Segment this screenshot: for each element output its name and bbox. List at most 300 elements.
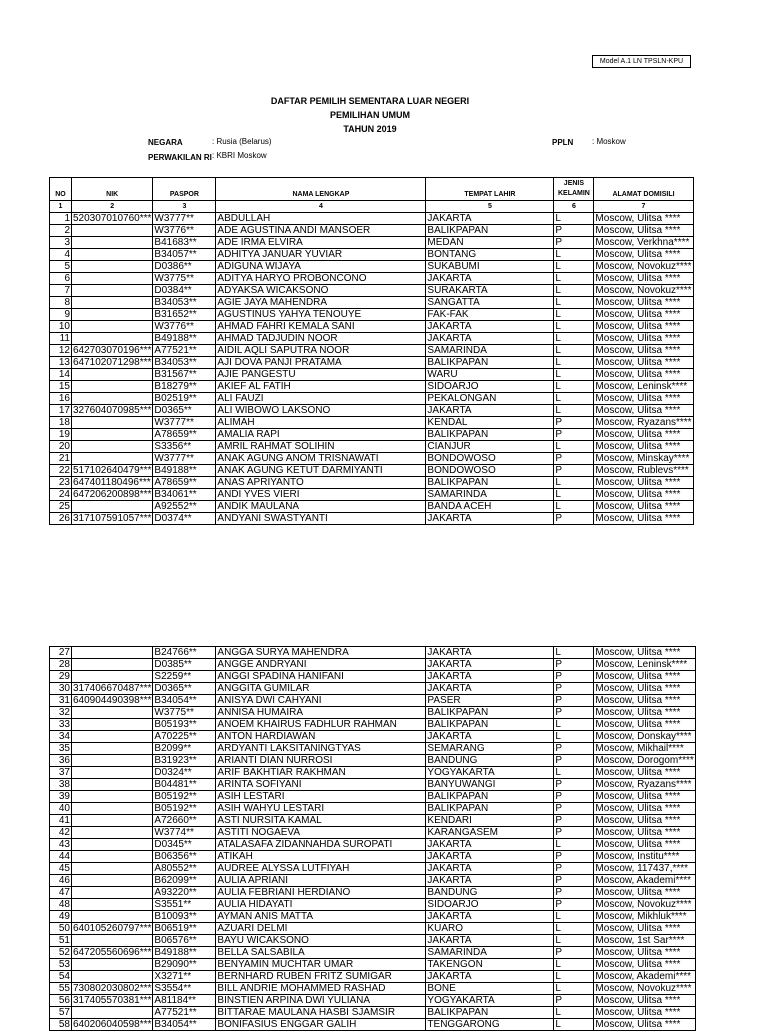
row-tempat-lahir: BANDUNG [426, 887, 554, 899]
row-no: 51 [50, 935, 72, 947]
row-paspor: B62099** [153, 875, 216, 887]
row-no: 41 [50, 815, 72, 827]
row-alamat: Moscow, Minskay**** [594, 453, 693, 465]
row-nik [72, 743, 153, 755]
row-nik [72, 803, 153, 815]
ppln-value: : Moskow [592, 137, 626, 146]
row-tempat-lahir: SIDOARJO [426, 899, 554, 911]
row-paspor: B18279** [153, 381, 216, 393]
row-alamat: Moscow, Ulitsa **** [594, 477, 693, 489]
row-nik: 647206200898*** [73, 489, 152, 500]
table-row [50, 827, 696, 839]
row-no: 11 [50, 333, 72, 345]
row-paspor: W3775** [153, 273, 216, 285]
row-paspor: B29090** [153, 959, 216, 971]
row-alamat: Moscow, Leninsk**** [594, 381, 693, 393]
table-row [50, 429, 694, 441]
row-jenis-kelamin: L [554, 935, 594, 947]
row-tempat-lahir: SUKABUMI [426, 261, 554, 273]
row-jenis-kelamin: P [554, 779, 594, 791]
row-jenis-kelamin: L [554, 647, 594, 659]
table-row [50, 839, 696, 851]
row-alamat: Moscow, Ulitsa **** [594, 767, 695, 779]
row-alamat: Moscow, Ulitsa **** [594, 1007, 695, 1019]
row-nik [72, 767, 153, 779]
row-alamat: Moscow, Ulitsa **** [594, 357, 693, 369]
row-no: 5 [50, 261, 72, 273]
table-row [50, 767, 696, 779]
ppln-label: PPLN [552, 138, 574, 147]
header-alamat: ALAMAT DOMISILI [594, 178, 693, 201]
row-nama: BINSTIEN ARPINA DWI YULIANA [216, 995, 426, 1007]
row-no: 7 [50, 285, 72, 297]
row-tempat-lahir: PEKALONGAN [426, 393, 554, 405]
row-tempat-lahir: JAKARTA [426, 911, 554, 923]
table-row [50, 1019, 696, 1031]
row-nama: AGIE JAYA MAHENDRA [216, 297, 426, 309]
row-no: 14 [50, 369, 72, 381]
table-row [50, 477, 694, 489]
row-no: 49 [50, 911, 72, 923]
row-tempat-lahir: BALIKPAPAN [426, 719, 554, 731]
row-jenis-kelamin: P [554, 225, 594, 237]
row-jenis-kelamin: L [554, 381, 594, 393]
row-alamat: Moscow, Ulitsa **** [594, 249, 693, 261]
row-jenis-kelamin: L [554, 477, 594, 489]
voter-table-page-1 [49, 177, 694, 525]
col-number: 2 [72, 201, 153, 213]
row-tempat-lahir: BONDOWOSO [426, 465, 554, 477]
header-paspor: PASPOR [153, 178, 216, 201]
table-row [50, 369, 694, 381]
table-row [50, 417, 694, 429]
row-jenis-kelamin: P [554, 237, 594, 249]
row-nama: ASIH WAHYU LESTARI [216, 803, 426, 815]
row-paspor: D0365** [153, 405, 216, 417]
row-nik [72, 453, 153, 465]
row-nik: 640206040598*** [73, 1019, 152, 1030]
row-paspor: B34057** [153, 249, 216, 261]
row-jenis-kelamin: P [554, 875, 594, 887]
row-paspor: A81184** [153, 995, 216, 1007]
row-tempat-lahir: JAKARTA [426, 513, 554, 525]
table-row [50, 683, 696, 695]
row-nama: BENYAMIN MUCHTAR UMAR [216, 959, 426, 971]
row-no: 15 [50, 381, 72, 393]
row-tempat-lahir: JAKARTA [426, 333, 554, 345]
row-tempat-lahir: SAMARINDA [426, 947, 554, 959]
row-nik [72, 863, 153, 875]
row-nama: AGUSTINUS YAHYA TENOUYE [216, 309, 426, 321]
row-nama: ABDULLAH [216, 213, 426, 225]
row-nik [72, 779, 153, 791]
row-jenis-kelamin: P [554, 887, 594, 899]
row-alamat: Moscow, Institu**** [594, 851, 695, 863]
row-tempat-lahir: KENDARI [426, 815, 554, 827]
row-nama: ANGGITA GUMILAR [216, 683, 426, 695]
row-paspor: W3775** [153, 707, 216, 719]
row-no: 29 [50, 671, 72, 683]
row-paspor: A77521** [153, 345, 216, 357]
row-paspor: B49188** [153, 947, 216, 959]
row-no: 2 [50, 225, 72, 237]
row-alamat: Moscow, Ulitsa **** [594, 695, 695, 707]
row-nama: AMRIL RAHMAT SOLIHIN [216, 441, 426, 453]
row-nik [72, 731, 153, 743]
row-tempat-lahir: MEDAN [426, 237, 554, 249]
row-no: 18 [50, 417, 72, 429]
row-nik [72, 899, 153, 911]
row-jenis-kelamin: L [554, 731, 594, 743]
row-nama: ALI WIBOWO LAKSONO [216, 405, 426, 417]
document-year: TAHUN 2019 [343, 124, 397, 134]
row-tempat-lahir: JAKARTA [426, 659, 554, 671]
row-nama: ALI FAUZI [216, 393, 426, 405]
row-nama: AJI DOVA PANJI PRATAMA [216, 357, 426, 369]
negara-value: : Rusia (Belarus) [212, 137, 272, 146]
row-paspor: A77521** [153, 1007, 216, 1019]
row-nik [72, 839, 153, 851]
row-nama: AYMAN ANIS MATTA [216, 911, 426, 923]
row-nama: ATALASAFA ZIDANNAHDA SUROPATI [216, 839, 426, 851]
row-no: 47 [50, 887, 72, 899]
row-no: 37 [50, 767, 72, 779]
table-row [50, 719, 696, 731]
table-row [50, 297, 694, 309]
row-no: 55 [50, 983, 72, 995]
row-nik [72, 261, 153, 273]
table-row [50, 983, 696, 995]
table-row [50, 261, 694, 273]
row-paspor: S3356** [153, 441, 216, 453]
row-no: 33 [50, 719, 72, 731]
row-nama: BAYU WICAKSONO [216, 935, 426, 947]
table-row [50, 887, 696, 899]
row-tempat-lahir: BALIKPAPAN [426, 477, 554, 489]
row-nik: 647401180496*** [72, 477, 153, 489]
row-paspor: A80552** [153, 863, 216, 875]
row-jenis-kelamin: P [554, 755, 594, 767]
row-alamat: Moscow, Novokuz**** [595, 261, 692, 272]
row-paspor: B34053** [153, 357, 216, 369]
row-paspor: D0386** [153, 261, 216, 273]
header-tempat-lahir: TEMPAT LAHIR [426, 178, 554, 201]
row-no: 54 [50, 971, 72, 983]
row-alamat: Moscow, Ulitsa **** [594, 923, 695, 935]
row-jenis-kelamin: P [554, 815, 594, 827]
row-no: 58 [50, 1019, 72, 1031]
row-tempat-lahir: JAKARTA [426, 971, 554, 983]
row-alamat: Moscow, Akademi**** [594, 875, 695, 887]
row-jenis-kelamin: L [554, 441, 594, 453]
row-nama: ANDYANI SWASTYANTI [216, 513, 426, 525]
table-row [50, 743, 696, 755]
row-alamat: Moscow, Ulitsa **** [594, 297, 693, 309]
row-jenis-kelamin: P [554, 743, 594, 755]
row-tempat-lahir: BALIKPAPAN [426, 707, 554, 719]
row-alamat: Moscow, Ulitsa **** [594, 815, 695, 827]
row-jenis-kelamin: P [554, 995, 594, 1007]
table-row [50, 791, 696, 803]
row-nama: AHMAD TADJUDIN NOOR [216, 333, 426, 345]
row-alamat: Moscow, Ulitsa **** [594, 791, 695, 803]
row-jenis-kelamin: P [554, 683, 594, 695]
table-row [50, 995, 696, 1007]
form-model-code: Model A.1 LN TPSLN-KPU [592, 55, 691, 68]
row-nik [72, 875, 153, 887]
row-paspor: B2099** [153, 743, 216, 755]
header-jenis-kelamin: JENIS KELAMIN [554, 178, 594, 201]
row-jenis-kelamin: L [554, 393, 594, 405]
row-no: 32 [50, 707, 72, 719]
row-no: 19 [50, 429, 72, 441]
row-nama: ALIMAH [216, 417, 426, 429]
row-jenis-kelamin: P [554, 513, 594, 525]
row-paspor: B31652** [153, 309, 216, 321]
row-nik [72, 249, 153, 261]
row-jenis-kelamin: L [554, 369, 594, 381]
row-jenis-kelamin: P [554, 465, 594, 477]
row-no: 17 [50, 405, 72, 417]
row-alamat: Moscow, Ulitsa **** [594, 839, 695, 851]
row-nama: AKIEF AL FATIH [216, 381, 426, 393]
row-nik [72, 429, 153, 441]
row-tempat-lahir: JAKARTA [426, 671, 554, 683]
row-paspor: B34053** [153, 297, 216, 309]
row-jenis-kelamin: P [554, 791, 594, 803]
row-tempat-lahir: JAKARTA [426, 863, 554, 875]
row-nik: 317406670487*** [73, 683, 152, 694]
row-alamat: Moscow, Mikhluk**** [594, 911, 695, 923]
row-nama: ANOEM KHAIRUS FADHLUR RAHMAN [216, 719, 426, 731]
row-paspor: B31923** [153, 755, 216, 767]
row-tempat-lahir: BONDOWOSO [426, 453, 554, 465]
row-nik [72, 321, 153, 333]
row-paspor: S2259** [153, 671, 216, 683]
row-no: 10 [50, 321, 72, 333]
row-tempat-lahir: JAKARTA [426, 321, 554, 333]
row-nama: ASTITI NOGAEVA [216, 827, 426, 839]
row-no: 21 [50, 453, 72, 465]
row-tempat-lahir: TAKENGON [426, 959, 554, 971]
row-tempat-lahir: BANYUWANGI [426, 779, 554, 791]
row-tempat-lahir: BALIKPAPAN [426, 225, 554, 237]
row-tempat-lahir: JAKARTA [426, 273, 554, 285]
table-row [50, 345, 694, 357]
row-nama: ANAK AGUNG ANOM TRISNAWATI [216, 453, 426, 465]
row-no: 4 [50, 249, 72, 261]
row-tempat-lahir: JAKARTA [426, 839, 554, 851]
row-alamat: Moscow, Ulitsa **** [594, 501, 693, 513]
row-paspor: B49188** [153, 465, 216, 477]
row-nik [72, 369, 153, 381]
row-tempat-lahir: JAKARTA [426, 647, 554, 659]
row-tempat-lahir: BALIKPAPAN [426, 803, 554, 815]
row-tempat-lahir: BONTANG [426, 249, 554, 261]
table-row [50, 213, 694, 225]
document-title: DAFTAR PEMILIH SEMENTARA LUAR NEGERI [270, 96, 470, 106]
row-jenis-kelamin: P [554, 671, 594, 683]
row-nama: AHMAD FAHRI KEMALA SANI [216, 321, 426, 333]
row-nama: ASIH LESTARI [216, 791, 426, 803]
row-nik: 640105260797*** [73, 923, 152, 934]
row-tempat-lahir: TENGGARONG [426, 1019, 554, 1031]
row-nik [72, 647, 153, 659]
table-row [50, 513, 694, 525]
table-row [50, 755, 696, 767]
row-jenis-kelamin: L [554, 249, 594, 261]
row-nama: ARINTA SOFIYANI [216, 779, 426, 791]
row-tempat-lahir: BONE [426, 983, 554, 995]
row-paspor: W3777** [153, 453, 216, 465]
row-no: 36 [50, 755, 72, 767]
voter-table-page-2 [49, 646, 696, 1031]
row-tempat-lahir: SAMARINDA [426, 489, 554, 501]
row-nama: BERNHARD RUBEN FRITZ SUMIGAR [216, 971, 426, 983]
row-nama: AUDREE ALYSSA LUTFIYAH [216, 863, 426, 875]
table-row [50, 489, 694, 501]
row-alamat: Moscow, Ulitsa **** [594, 671, 695, 683]
row-no: 27 [50, 647, 72, 659]
row-no: 16 [50, 393, 72, 405]
table-row [50, 333, 694, 345]
row-alamat: Moscow, Ulitsa **** [594, 213, 693, 225]
row-alamat: Moscow, Ulitsa **** [594, 225, 693, 237]
row-jenis-kelamin: L [554, 489, 594, 501]
table-row [50, 731, 696, 743]
row-alamat: Moscow, Ulitsa **** [594, 947, 695, 959]
row-nik: 647205560696*** [73, 947, 152, 958]
row-paspor: D0385** [153, 659, 216, 671]
table-row [50, 935, 696, 947]
row-tempat-lahir: BALIKPAPAN [426, 791, 554, 803]
row-nik [72, 381, 153, 393]
row-alamat: Moscow, Ulitsa **** [594, 345, 693, 357]
row-paspor: B05193** [153, 719, 216, 731]
col-number: 6 [554, 201, 594, 213]
row-paspor: D0365** [153, 683, 216, 695]
row-nik [72, 707, 153, 719]
row-nik [72, 273, 153, 285]
row-paspor: B10093** [153, 911, 216, 923]
table-row [50, 947, 696, 959]
row-nama: ARIANTI DIAN NURROSI [216, 755, 426, 767]
row-nik [72, 285, 153, 297]
table-row [50, 911, 696, 923]
row-alamat: Moscow, Ulitsa **** [594, 719, 695, 731]
row-no: 56 [50, 995, 72, 1007]
row-nama: ATIKAH [216, 851, 426, 863]
table-row [50, 959, 696, 971]
row-alamat: Moscow, Ulitsa **** [594, 321, 693, 333]
row-alamat: Moscow, Ulitsa **** [594, 959, 695, 971]
row-tempat-lahir: KUARO [426, 923, 554, 935]
row-paspor: A78659** [153, 429, 216, 441]
row-tempat-lahir: YOGYAKARTA [426, 995, 554, 1007]
row-no: 48 [50, 899, 72, 911]
row-nama: ANNISA HUMAIRA [216, 707, 426, 719]
row-paspor: B06519** [153, 923, 216, 935]
row-jenis-kelamin: L [554, 719, 594, 731]
header-nama: NAMA LENGKAP [216, 178, 426, 201]
row-nik [72, 887, 153, 899]
row-nama: ANGGA SURYA MAHENDRA [216, 647, 426, 659]
row-no: 13 [50, 357, 72, 369]
row-no: 44 [50, 851, 72, 863]
row-tempat-lahir: JAKARTA [426, 935, 554, 947]
table-row [50, 1007, 696, 1019]
row-jenis-kelamin: L [554, 321, 594, 333]
row-paspor: D0345** [153, 839, 216, 851]
row-jenis-kelamin: L [554, 501, 594, 513]
row-paspor: A70225** [153, 731, 216, 743]
row-nik [72, 719, 153, 731]
col-number: 3 [153, 201, 216, 213]
row-alamat: Moscow, Donskay**** [594, 731, 695, 743]
row-jenis-kelamin: P [554, 827, 594, 839]
row-alamat: Moscow, Ulitsa **** [594, 647, 695, 659]
row-paspor: D0384** [153, 285, 216, 297]
row-tempat-lahir: BALIKPAPAN [426, 429, 554, 441]
row-paspor: S3554** [153, 983, 216, 995]
row-tempat-lahir: BANDA ACEH [426, 501, 554, 513]
row-nik: 317405570381*** [73, 995, 152, 1006]
row-paspor: W3774** [153, 827, 216, 839]
row-nik [72, 237, 153, 249]
row-alamat: Moscow, Ryazans**** [594, 779, 695, 791]
col-number: 7 [594, 201, 693, 213]
row-nik [72, 417, 153, 429]
row-nama: AULIA HIDAYATI [216, 899, 426, 911]
row-no: 31 [50, 695, 72, 707]
row-nama: AULIA FEBRIANI HERDIANO [216, 887, 426, 899]
row-no: 53 [50, 959, 72, 971]
table-row [50, 405, 694, 417]
row-alamat: Moscow, Novokuz**** [595, 285, 692, 296]
row-nama: ARIF BAKHTIAR RAKHMAN [216, 767, 426, 779]
row-nama: ADYAKSA WICAKSONO [216, 285, 426, 297]
row-nama: ADITYA HARYO PROBONCONO [216, 273, 426, 285]
row-paspor: B04481** [153, 779, 216, 791]
row-alamat: Moscow, Ulitsa **** [594, 393, 693, 405]
row-alamat: Moscow, 117437,**** [594, 863, 695, 875]
row-alamat: Moscow, Ulitsa **** [594, 309, 693, 321]
row-jenis-kelamin: L [554, 923, 594, 935]
row-nik: 642703070196*** [73, 345, 152, 356]
table-row [50, 707, 696, 719]
table-row [50, 803, 696, 815]
perwakilan-value: : KBRI Moskow [212, 151, 267, 160]
row-tempat-lahir: SANGATTA [426, 297, 554, 309]
row-nama: AIDIL AQLI SAPUTRA NOOR [216, 345, 426, 357]
col-number: 5 [426, 201, 554, 213]
row-no: 8 [50, 297, 72, 309]
row-nik [72, 671, 153, 683]
row-paspor: B24766** [153, 647, 216, 659]
row-alamat: Moscow, Ulitsa **** [594, 887, 695, 899]
row-paspor: A93220** [153, 887, 216, 899]
row-jenis-kelamin: L [554, 1019, 594, 1031]
row-nama: AULIA APRIANI [216, 875, 426, 887]
row-tempat-lahir: BALIKPAPAN [426, 1007, 554, 1019]
row-no: 46 [50, 875, 72, 887]
row-tempat-lahir: JAKARTA [426, 683, 554, 695]
row-tempat-lahir: JAKARTA [426, 875, 554, 887]
row-no: 30 [50, 683, 72, 695]
table-row [50, 671, 696, 683]
row-nik [72, 659, 153, 671]
table-row [50, 237, 694, 249]
